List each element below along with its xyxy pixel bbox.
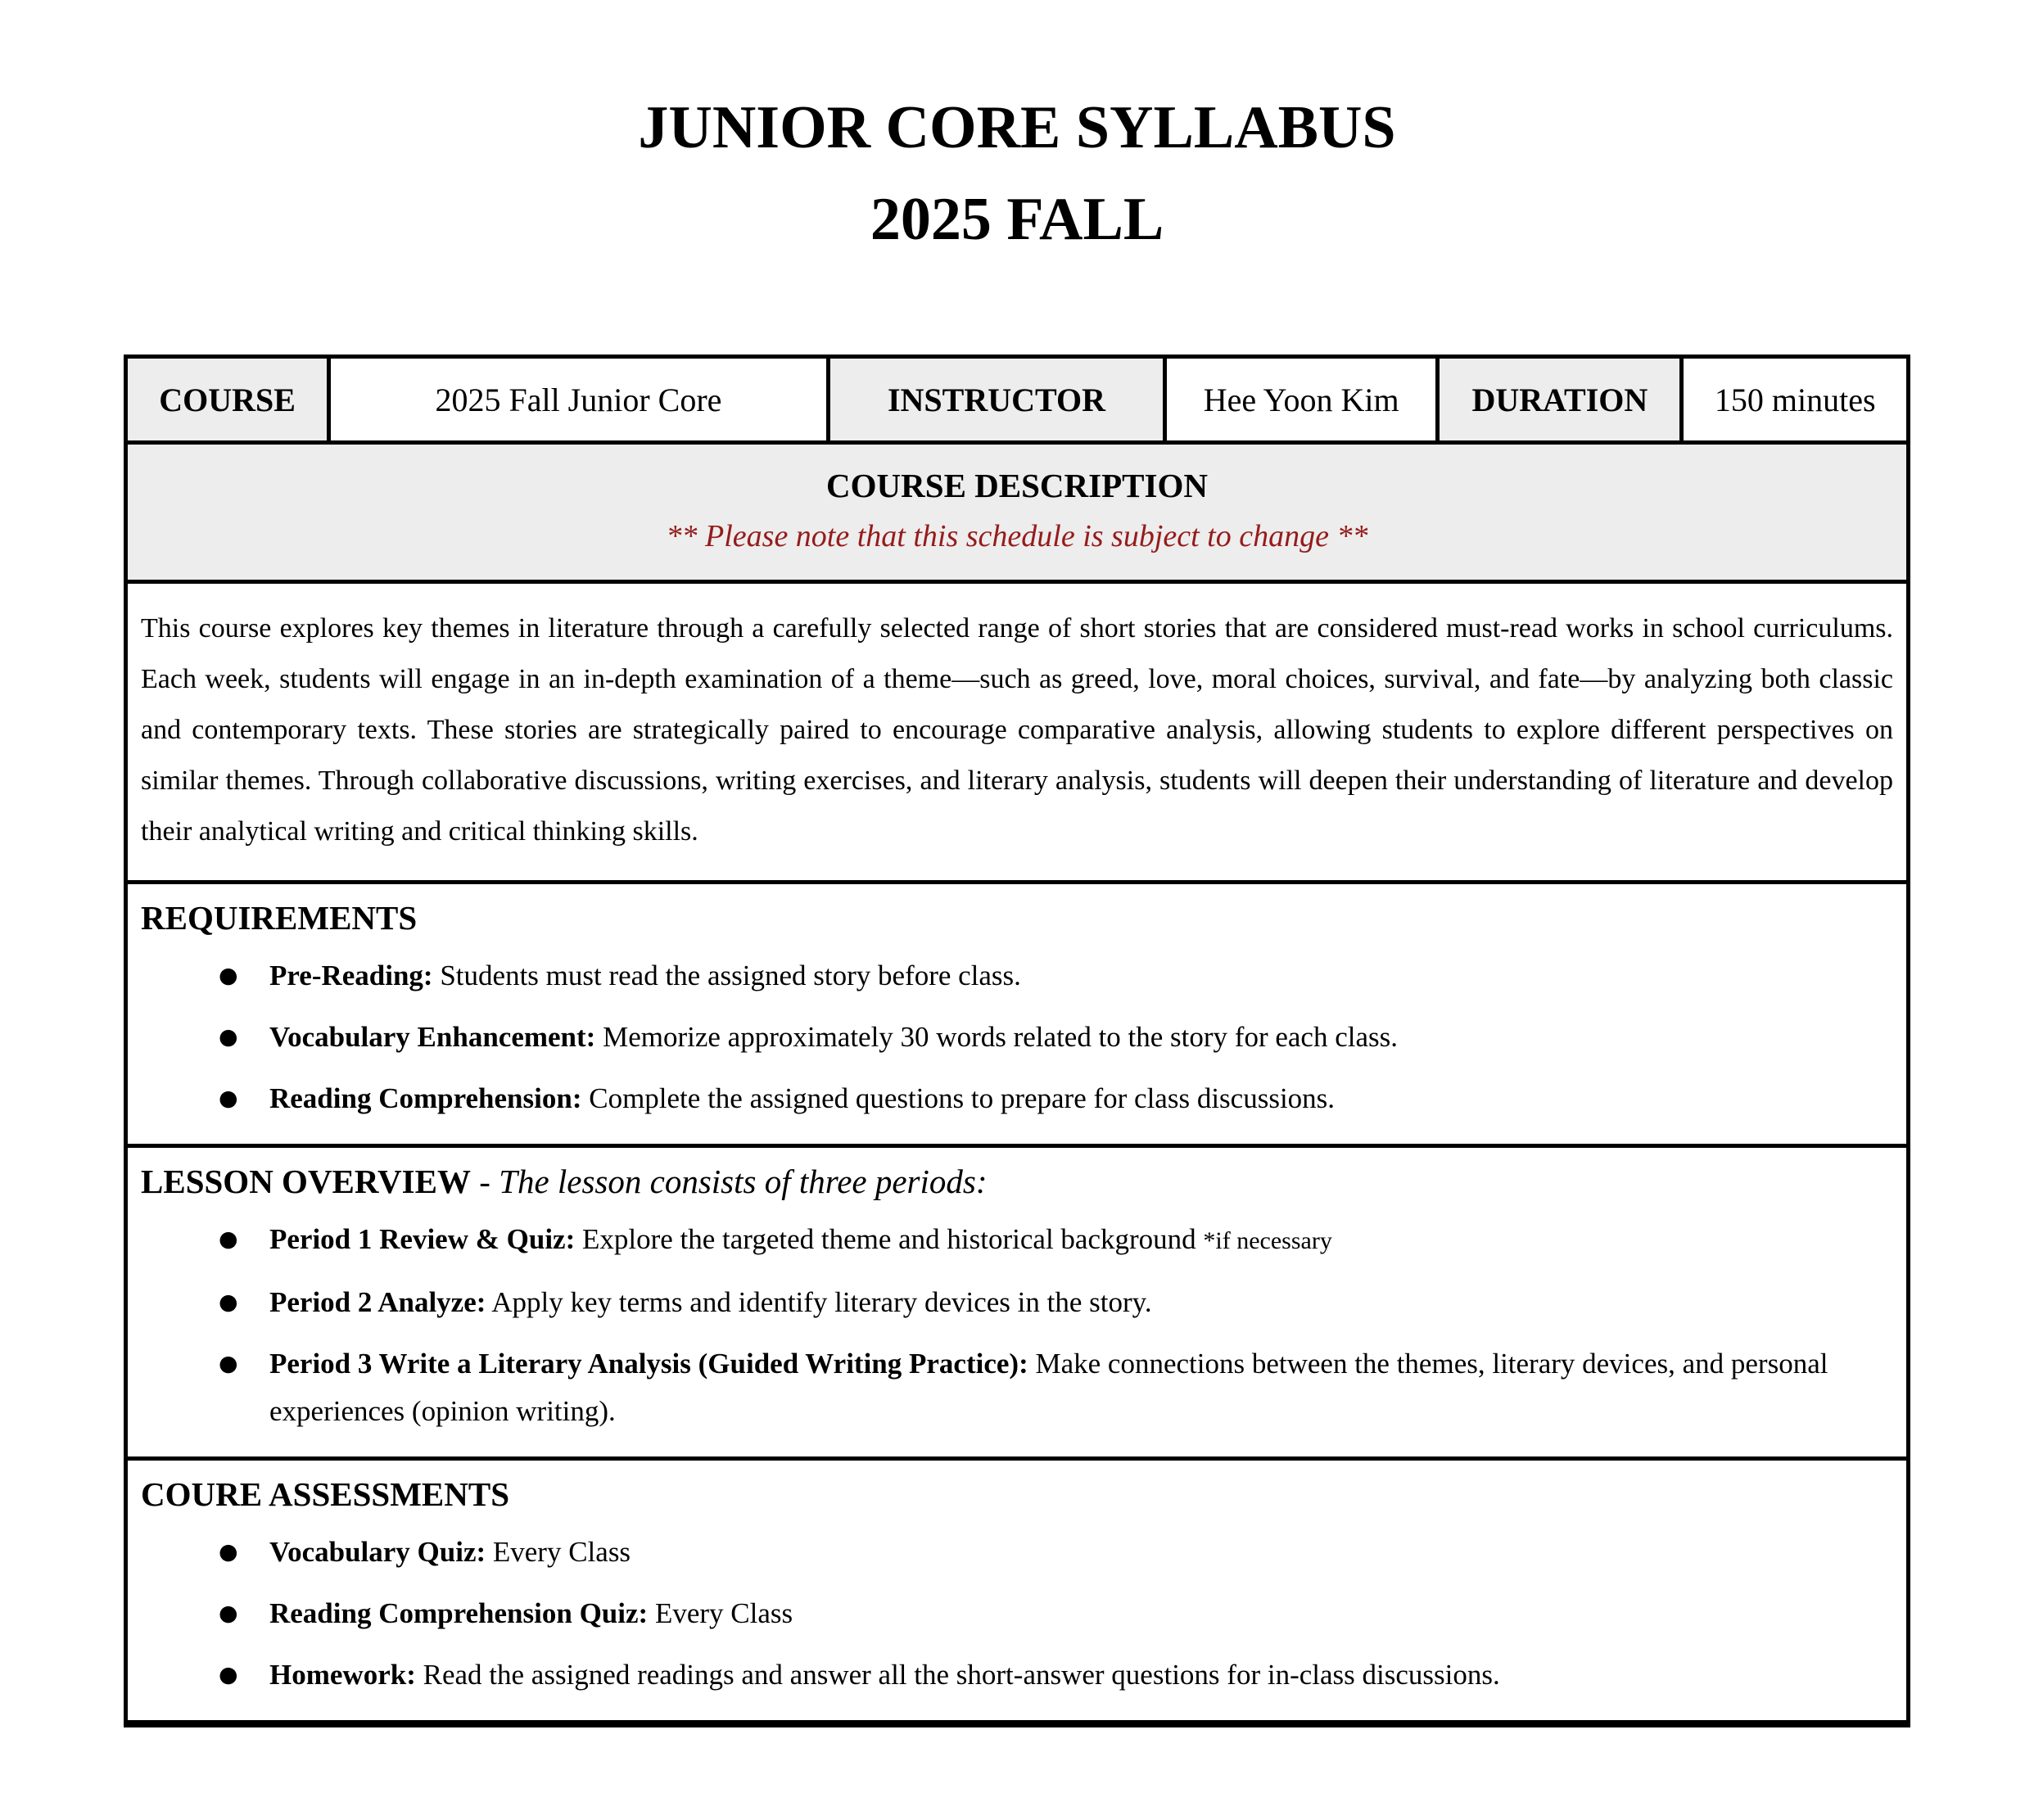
syllabus-table bbox=[124, 355, 1910, 1727]
instructor-value: Hee Yoon Kim bbox=[1165, 357, 1438, 443]
bullet-icon: ● bbox=[219, 1289, 238, 1316]
bullet-icon: ● bbox=[219, 1226, 238, 1253]
list-item bbox=[219, 1651, 1893, 1699]
bullet-icon: ● bbox=[219, 1086, 238, 1112]
list-item-text: Period 3 Write a Literary Analysis (Guided Writing Practice): Make connections between the themes, literary devices, and personal experiences (opinion writing). bbox=[269, 1348, 1828, 1428]
course-label: COURSE bbox=[126, 357, 329, 443]
bullet-icon: ● bbox=[219, 1539, 238, 1565]
requirements-list bbox=[141, 952, 1893, 1122]
list-item bbox=[219, 1590, 1893, 1637]
page-subtitle: 2025 FALL bbox=[870, 185, 1164, 253]
list-item-text: Vocabulary Enhancement: Memorize approximately 30 words related to the story for each class. bbox=[269, 1021, 1399, 1054]
lesson-overview-row bbox=[126, 1146, 1909, 1459]
assessments-list bbox=[141, 1529, 1893, 1699]
list-item-text: Reading Comprehension: Complete the assigned questions to prepare for class discussions. bbox=[269, 1082, 1336, 1115]
schedule-change-note: ** Please note that this schedule is subject to change ** bbox=[666, 518, 1368, 553]
description-body-row bbox=[126, 582, 1909, 883]
list-item-text: Period 1 Review & Quiz: Explore the targeted theme and historical background *if necessary bbox=[269, 1223, 1332, 1256]
requirements-heading: REQUIREMENTS bbox=[141, 899, 418, 937]
lesson-overview-list bbox=[141, 1216, 1893, 1435]
list-item bbox=[219, 1014, 1893, 1061]
list-item bbox=[219, 1075, 1893, 1122]
lesson-overview-heading: LESSON OVERVIEW - The lesson consists of three periods: bbox=[141, 1163, 988, 1201]
course-description-text: This course explores key themes in literature through a carefully selected range of short stories that are considered must-read works in school curriculums. Each week, students will engage in an in-depth examination of a theme—such as greed, love, moral choices, survival, and fate—by analyzing both classic and contemporary texts. These stories are strategically paired to encourage comparative analysis, allowing students to explore different perspectives on similar themes. Through collaborative discussions, writing exercises, and literary analysis, students will deepen their understanding of literature and develop their analytical writing and critical thinking skills. bbox=[141, 613, 1893, 847]
requirements-row bbox=[126, 883, 1909, 1146]
info-row bbox=[126, 357, 1909, 443]
assessments-row bbox=[126, 1459, 1909, 1724]
list-item-text: Homework: Read the assigned readings and answer all the short-answer questions for in-class discussions. bbox=[269, 1659, 1500, 1691]
list-item bbox=[219, 1529, 1893, 1576]
list-item bbox=[219, 1216, 1893, 1265]
instructor-label: INSTRUCTOR bbox=[828, 357, 1164, 443]
description-header-row bbox=[126, 443, 1909, 582]
bullet-icon: ● bbox=[219, 1601, 238, 1627]
list-item bbox=[219, 1279, 1893, 1326]
list-item bbox=[219, 1340, 1893, 1435]
list-item-text: Reading Comprehension Quiz: Every Class bbox=[269, 1597, 793, 1630]
list-item-text: Vocabulary Quiz: Every Class bbox=[269, 1536, 631, 1569]
course-value: 2025 Fall Junior Core bbox=[329, 357, 829, 443]
page-title: JUNIOR CORE SYLLABUS bbox=[638, 94, 1396, 161]
assessments-heading: COURE ASSESSMENTS bbox=[141, 1475, 510, 1514]
if-necessary-note: *if necessary bbox=[1203, 1227, 1332, 1255]
document-page bbox=[124, 0, 1910, 1727]
bullet-icon: ● bbox=[219, 1351, 238, 1377]
bullet-icon: ● bbox=[219, 1024, 238, 1050]
course-description-heading: COURSE DESCRIPTION bbox=[826, 467, 1208, 505]
list-item bbox=[219, 952, 1893, 1000]
duration-value: 150 minutes bbox=[1682, 357, 1909, 443]
list-item-text: Pre-Reading: Students must read the assigned story before class. bbox=[269, 960, 1021, 992]
bullet-icon: ● bbox=[219, 963, 238, 989]
duration-label: DURATION bbox=[1438, 357, 1682, 443]
bullet-icon: ● bbox=[219, 1662, 238, 1688]
list-item-text: Period 2 Analyze: Apply key terms and identify literary devices in the story. bbox=[269, 1286, 1152, 1319]
